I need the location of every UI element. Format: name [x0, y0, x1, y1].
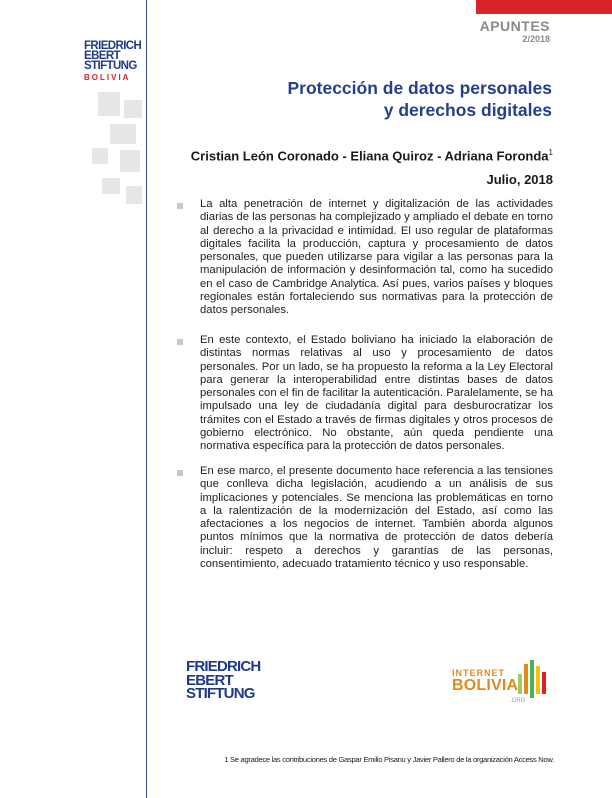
margin-rule [146, 0, 147, 798]
paragraph-bullet [177, 203, 183, 209]
paragraph: En ese marco, el presente documento hace referencia a las tensiones que conlleva dicha legislación, acudiendo a un análisis de sus implicaciones y potenciales. Se menciona las problemáticas en torno a la ralentización de la modernización del Estado, así como las afectaciones a los negocios de internet. También aborda algunos puntos mínimos que la normativa de protección de datos debería incluir: respeto a derechos y garantías de las personas, consentimiento, adecuado tratamiento técnico y uso responsable. [200, 465, 553, 571]
logo-line: FRIEDRICH [84, 40, 142, 52]
logo-line: STIFTUNG [186, 685, 255, 702]
authors-names: Cristian León Coronado - Eliana Quiroz - Adriana Foronda [190, 148, 549, 164]
fes-logo-top [84, 41, 154, 82]
series-label: APUNTES [479, 18, 550, 34]
fes-logo-bottom [186, 660, 260, 701]
publication-date: Julio, 2018 [486, 172, 553, 187]
paragraph-bullet [177, 470, 183, 476]
decorative-square [98, 92, 120, 116]
partner-logo-top: INTERNET [452, 668, 505, 678]
decorative-square [120, 150, 140, 172]
title-line-1: Protección de datos personales [287, 78, 552, 98]
partner-logo-main: BOLIVIA [452, 677, 519, 694]
footnote: 1 Se agradece las contribuciones de Gaspar Emilio Pisanu y Javier Pallero de la organización Access Now. [224, 755, 554, 764]
decorative-square [126, 186, 142, 204]
header-accent-bar [476, 0, 612, 14]
partner-logo-org: .ORG [510, 698, 526, 704]
authors [160, 148, 553, 163]
document-title [200, 77, 552, 121]
logo-line: EBERT [84, 50, 120, 62]
internet-bolivia-logo [452, 658, 552, 708]
footnote-mark: 1 [548, 148, 553, 157]
logo-line: STIFTUNG [84, 60, 137, 72]
paragraph-bullet [177, 339, 183, 345]
issue-number: 2/2018 [522, 34, 550, 44]
title-line-2: y derechos digitales [383, 100, 552, 120]
decorative-square [110, 124, 136, 144]
logo-line: EBERT [186, 671, 233, 689]
decorative-square [92, 148, 108, 164]
logo-country: BOLIVIA [84, 73, 131, 82]
paragraph: La alta penetración de internet y digitalización de las actividades diarias de las personas ha complejizado y ampliado el debate en torno al derecho a la privacidad e intimidad. El uso regular de plataformas digitales facilita la producción, captura y procesamiento de datos personales, que pueden utilizarse para vigilar a las personas para la manipulación de información y desinformación tal, como ha sucedido en el caso de Cambridge Analytica. Así pues, varios países y bloques regionales están fortaleciendo sus normativas para la protección de datos personales. [200, 198, 553, 317]
paragraph: En este contexto, el Estado boliviano ha iniciado la elaboración de distintas normas relativas al uso y procesamiento de datos personales. Por un lado, se ha propuesto la reforma a la Ley Electoral para generar la interoperabilidad entre distintas bases de datos personales con el fin de facilitar la autenticación. Paralelamente, se ha impulsado una ley de ciudadanía digital para desburocratizar los trámites con el Estado a través de firmas digitales y otros procesos de gobierno electrónico. No obstante, aún queda pendiente una normativa específica para la protección de datos personales. [200, 334, 553, 453]
logo-line: FRIEDRICH [186, 658, 261, 675]
decorative-square [102, 178, 120, 194]
decorative-square [124, 100, 142, 118]
